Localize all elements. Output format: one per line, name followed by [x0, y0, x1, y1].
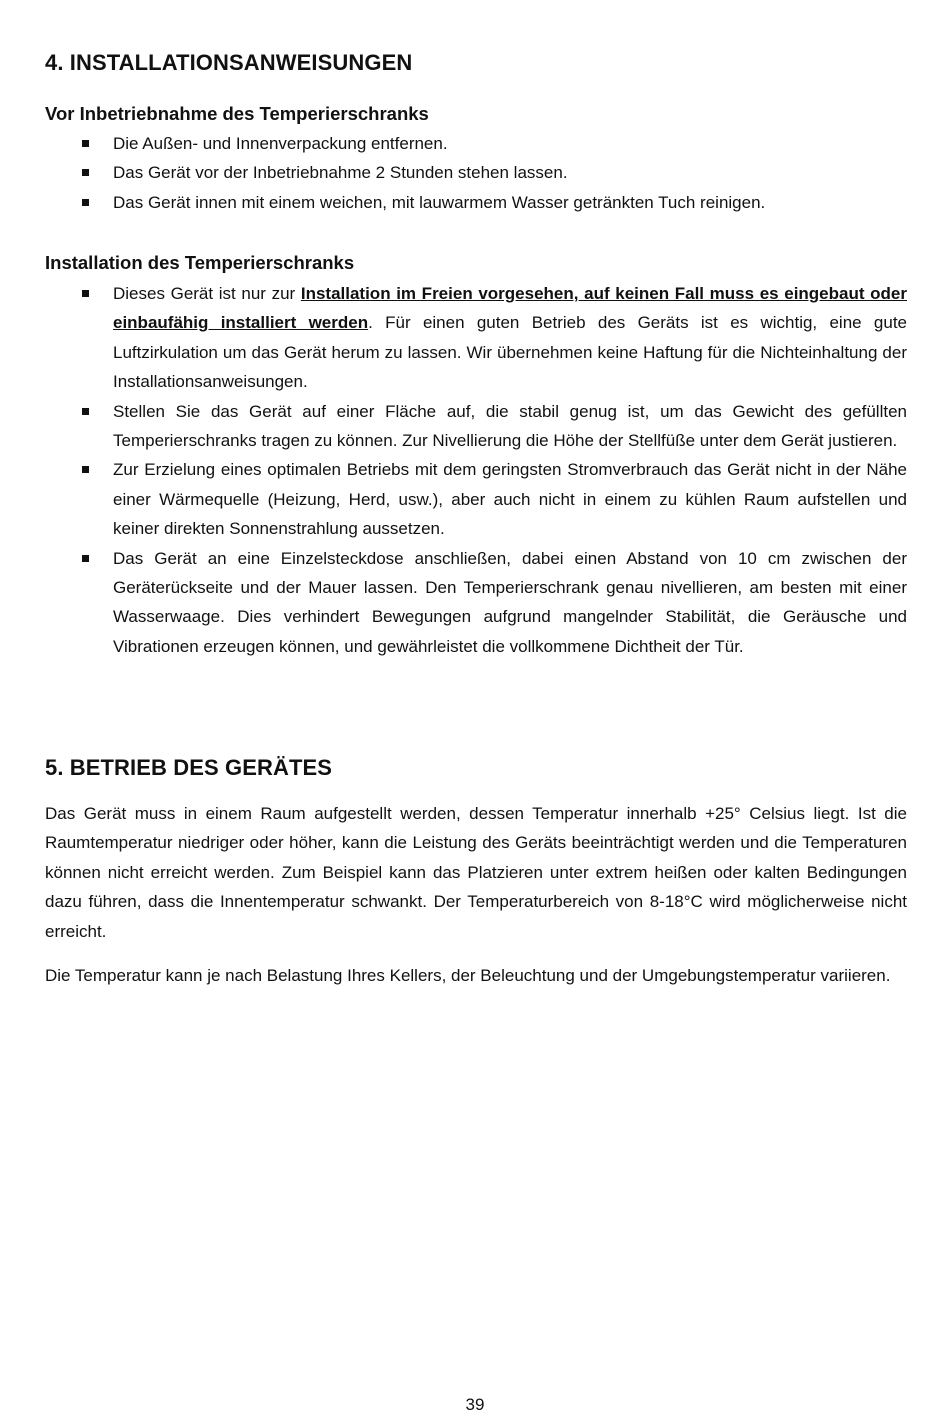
list-item-emphasis: Installation im Freien vorgesehen, auf keinen Fall muss es eingebaut oder einbaufähig installiert werden: [113, 284, 907, 333]
section-5-paragraph-2: Die Temperatur kann je nach Belastung Ihres Kellers, der Beleuchtung und der Umgebungstemperatur variieren.: [45, 966, 891, 985]
before-use-heading: Vor Inbetriebnahme des Temperierschranks: [45, 103, 429, 124]
section-5-title: 5. BETRIEB DES GERÄTES: [45, 755, 333, 780]
list-item: [45, 188, 907, 217]
bullet-icon: [82, 140, 89, 147]
list-item: [45, 544, 907, 662]
bullet-icon: [82, 466, 89, 473]
list-item: [45, 129, 907, 158]
list-item-text: Stellen Sie das Gerät auf einer Fläche auf, die stabil genug ist, um das Gewicht des gefüllten Temperierschranks tragen zu können. Zur Nivellierung die Höhe der Stellfüße unter dem Gerät justieren.: [113, 401, 907, 451]
bullet-icon: [82, 408, 89, 415]
installation-heading: Installation des Temperierschranks: [45, 252, 355, 273]
list-item-text: Das Gerät innen mit einem weichen, mit lauwarmem Wasser getränkten Tuch reinigen.: [113, 192, 766, 212]
bullet-icon: [82, 555, 89, 562]
list-item: [45, 397, 907, 456]
installation-list: [45, 279, 907, 661]
list-item: [45, 455, 907, 543]
list-item-text: Das Gerät an eine Einzelsteckdose anschließen, dabei einen Abstand von 10 cm zwischen der Geräterückseite und der Mauer lassen. Den Temperierschrank genau nivellieren, am besten mit einer Wasserwaage. Dies verhindert Bewegungen aufgrund mangelnder Stabilität, die Geräusche und Vibrationen erzeugen können, und gewährleistet die vollkommene Dichtheit der Tür.: [113, 548, 907, 656]
bullet-icon: [82, 169, 89, 176]
section-4-title: 4. INSTALLATIONSANWEISUNGEN: [45, 50, 413, 75]
list-item-text-suffix: . Für einen guten Betrieb des Geräts ist es wichtig, eine gute Luftzirkulation um das Gerät herum zu lassen. Wir übernehmen keine Haftung für die Nichteinhaltung der Installationsanweisungen.: [113, 313, 907, 392]
list-item-text-prefix: Dieses Gerät ist nur zur: [113, 284, 301, 303]
bullet-icon: [82, 290, 89, 297]
section-5-paragraph-1: Das Gerät muss in einem Raum aufgestellt werden, dessen Temperatur innerhalb +25° Celsius liegt. Ist die Raumtemperatur niedriger oder höher, kann die Leistung des Geräts beeinträchtigt werden und die Temperaturen können nicht erreicht werden. Zum Beispiel kann das Platzieren unter extrem heißen oder kalten Bedingungen dazu führen, dass die Innentemperatur schwankt. Der Temperaturbereich von 8-18°C wird möglicherweise nicht erreicht.: [45, 804, 907, 941]
list-item-text: Zur Erzielung eines optimalen Betriebs mit dem geringsten Stromverbrauch das Gerät nicht in der Nähe einer Wärmequelle (Heizung, Herd, usw.), aber auch nicht in einem zu kühlen Raum aufstellen und keiner direkten Sonnenstrahlung aussetzen.: [113, 460, 907, 539]
list-item: [45, 158, 907, 187]
list-item: [45, 279, 907, 397]
list-item-text: Das Gerät vor der Inbetriebnahme 2 Stunden stehen lassen.: [113, 163, 568, 183]
before-use-list: [45, 129, 907, 217]
list-item-text: Die Außen- und Innenverpackung entfernen.: [113, 134, 448, 153]
bullet-icon: [82, 199, 89, 206]
page-number: 39: [465, 1395, 485, 1414]
